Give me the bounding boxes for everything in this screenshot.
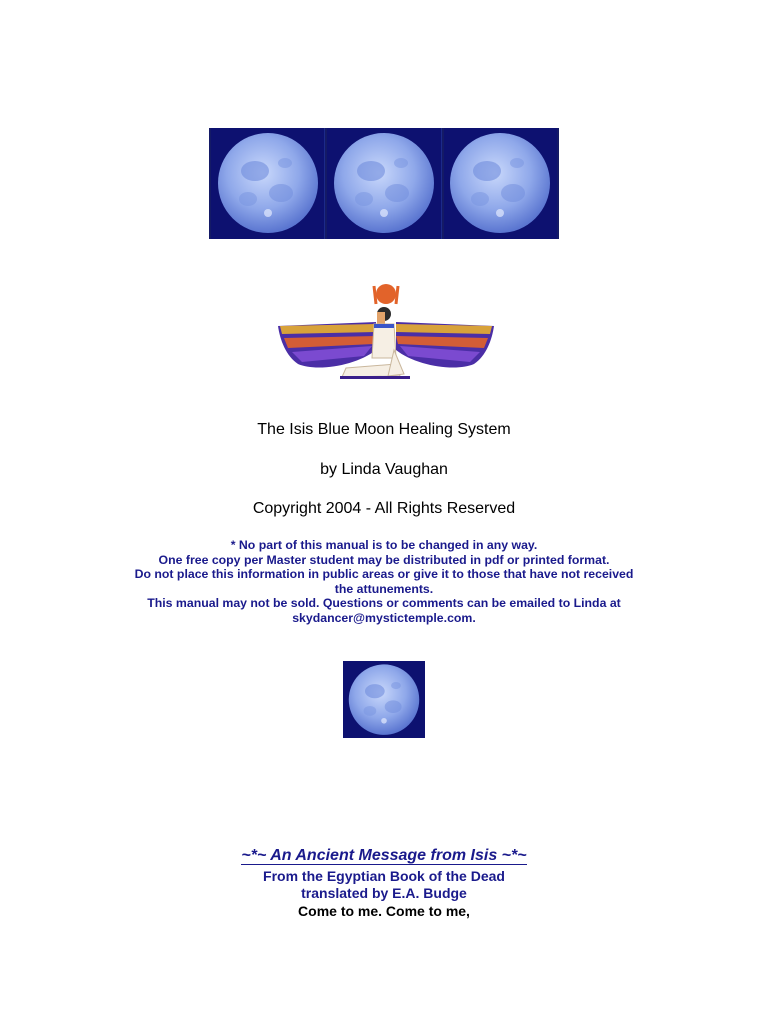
moon-strip: [209, 128, 559, 239]
single-moon: [343, 661, 425, 738]
notice-line: skydancer@mystictemple.com.: [292, 610, 476, 625]
moon-cell: [444, 128, 557, 239]
notice-line: This manual may not be sold. Questions or comments can be emailed to Linda at: [147, 596, 621, 611]
author-line: by Linda Vaughan: [320, 461, 448, 478]
document-title: The Isis Blue Moon Healing System: [257, 421, 511, 438]
copyright-line: Copyright 2004 - All Rights Reserved: [252, 500, 516, 517]
moon-cell: [211, 128, 325, 239]
notice-line: One free copy per Master student may be distributed in pdf or printed format.: [158, 552, 610, 567]
message-heading-text: ~*~ An Ancient Message from Isis ~*~: [241, 847, 527, 864]
message-heading: [0, 847, 768, 865]
full-moon-icon: [345, 663, 423, 737]
notice-line: * No part of this manual is to be changed in any way.: [230, 538, 538, 552]
full-moon-icon: [329, 131, 439, 236]
winged-isis-icon: [276, 280, 496, 380]
full-moon-icon: [213, 131, 323, 236]
full-moon-icon: [445, 131, 555, 236]
copyright-notice: [100, 538, 668, 626]
translator-line: translated by E.A. Budge: [301, 885, 467, 901]
source-line: From the Egyptian Book of the Dead: [263, 868, 505, 884]
moon-cell: [327, 128, 441, 239]
opening-line: Come to me. Come to me,: [298, 903, 470, 919]
notice-line: Do not place this information in public areas or give it to those that have not received: [134, 567, 634, 582]
notice-line: the attunements.: [334, 581, 434, 596]
